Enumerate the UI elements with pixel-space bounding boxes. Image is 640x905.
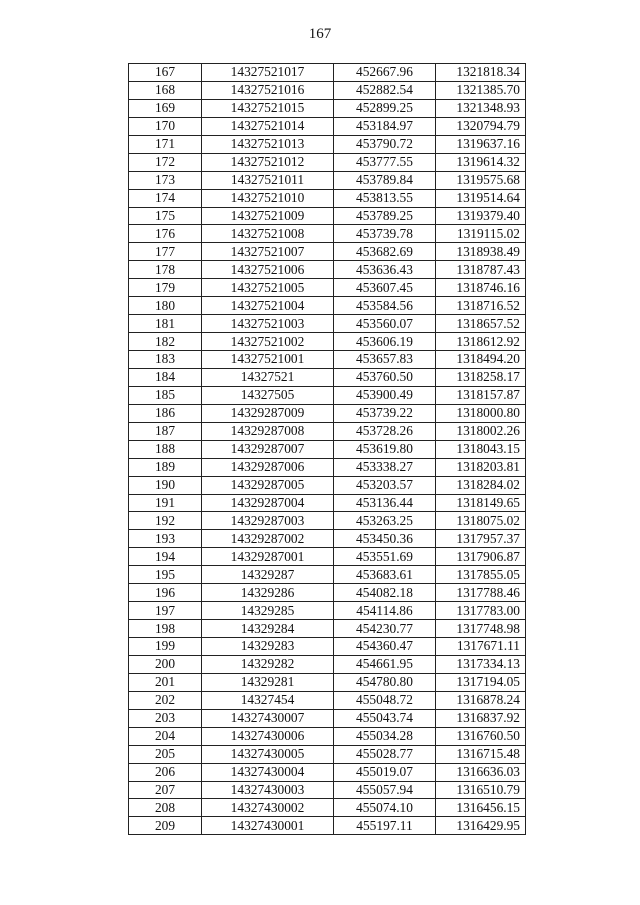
point-id-cell: 14329287006 (202, 458, 334, 476)
point-number-cell: 173 (129, 171, 202, 189)
point-id-cell: 14327430004 (202, 763, 334, 781)
table-row (129, 351, 526, 369)
point-number-cell: 167 (129, 64, 202, 82)
table-row (129, 530, 526, 548)
table-row (129, 638, 526, 656)
y-coordinate-cell: 1316636.03 (436, 763, 526, 781)
y-coordinate-cell: 1319614.32 (436, 153, 526, 171)
point-id-cell: 14327521001 (202, 351, 334, 369)
x-coordinate-cell: 453619.80 (334, 440, 436, 458)
point-number-cell: 209 (129, 817, 202, 835)
y-coordinate-cell: 1319575.68 (436, 171, 526, 189)
point-number-cell: 206 (129, 763, 202, 781)
table-row (129, 315, 526, 333)
point-id-cell: 14327521007 (202, 243, 334, 261)
point-number-cell: 187 (129, 422, 202, 440)
point-number-cell: 176 (129, 225, 202, 243)
point-number-cell: 198 (129, 620, 202, 638)
x-coordinate-cell: 453683.61 (334, 566, 436, 584)
table-row (129, 566, 526, 584)
y-coordinate-cell: 1317783.00 (436, 602, 526, 620)
table-row (129, 512, 526, 530)
table-row (129, 261, 526, 279)
point-id-cell: 14327521012 (202, 153, 334, 171)
point-number-cell: 192 (129, 512, 202, 530)
x-coordinate-cell: 455197.11 (334, 817, 436, 835)
y-coordinate-cell: 1318258.17 (436, 368, 526, 386)
y-coordinate-cell: 1318746.16 (436, 279, 526, 297)
y-coordinate-cell: 1321818.34 (436, 64, 526, 82)
y-coordinate-cell: 1321385.70 (436, 81, 526, 99)
y-coordinate-cell: 1318002.26 (436, 422, 526, 440)
x-coordinate-cell: 453739.22 (334, 404, 436, 422)
point-id-cell: 14329287004 (202, 494, 334, 512)
table-row (129, 279, 526, 297)
point-number-cell: 172 (129, 153, 202, 171)
y-coordinate-cell: 1318938.49 (436, 243, 526, 261)
table-row (129, 440, 526, 458)
x-coordinate-cell: 453606.19 (334, 333, 436, 351)
point-id-cell: 14327521006 (202, 261, 334, 279)
table-row (129, 584, 526, 602)
table-body (129, 64, 526, 835)
table-row (129, 404, 526, 422)
point-id-cell: 14329287 (202, 566, 334, 584)
y-coordinate-cell: 1318203.81 (436, 458, 526, 476)
y-coordinate-cell: 1318075.02 (436, 512, 526, 530)
point-id-cell: 14327521005 (202, 279, 334, 297)
table-row (129, 189, 526, 207)
point-id-cell: 14329285 (202, 602, 334, 620)
x-coordinate-cell: 454360.47 (334, 638, 436, 656)
table-row (129, 620, 526, 638)
x-coordinate-cell: 455074.10 (334, 799, 436, 817)
table-row (129, 81, 526, 99)
table-row (129, 225, 526, 243)
point-id-cell: 14329287008 (202, 422, 334, 440)
x-coordinate-cell: 453584.56 (334, 297, 436, 315)
y-coordinate-cell: 1317855.05 (436, 566, 526, 584)
y-coordinate-cell: 1318657.52 (436, 315, 526, 333)
x-coordinate-cell: 453739.78 (334, 225, 436, 243)
x-coordinate-cell: 453777.55 (334, 153, 436, 171)
point-number-cell: 204 (129, 727, 202, 745)
y-coordinate-cell: 1318494.20 (436, 351, 526, 369)
point-id-cell: 14329283 (202, 638, 334, 656)
table-row (129, 709, 526, 727)
x-coordinate-cell: 453607.45 (334, 279, 436, 297)
x-coordinate-cell: 454661.95 (334, 655, 436, 673)
x-coordinate-cell: 455048.72 (334, 691, 436, 709)
table-row (129, 64, 526, 82)
y-coordinate-cell: 1316878.24 (436, 691, 526, 709)
point-id-cell: 14327521014 (202, 117, 334, 135)
y-coordinate-cell: 1317788.46 (436, 584, 526, 602)
x-coordinate-cell: 453184.97 (334, 117, 436, 135)
table-row (129, 297, 526, 315)
point-id-cell: 14329286 (202, 584, 334, 602)
y-coordinate-cell: 1321348.93 (436, 99, 526, 117)
y-coordinate-cell: 1316837.92 (436, 709, 526, 727)
y-coordinate-cell: 1319115.02 (436, 225, 526, 243)
point-number-cell: 184 (129, 368, 202, 386)
x-coordinate-cell: 455057.94 (334, 781, 436, 799)
x-coordinate-cell: 453728.26 (334, 422, 436, 440)
point-number-cell: 182 (129, 333, 202, 351)
point-number-cell: 171 (129, 135, 202, 153)
point-id-cell: 14327521017 (202, 64, 334, 82)
point-number-cell: 195 (129, 566, 202, 584)
y-coordinate-cell: 1319637.16 (436, 135, 526, 153)
x-coordinate-cell: 453682.69 (334, 243, 436, 261)
point-number-cell: 174 (129, 189, 202, 207)
point-id-cell: 14327430003 (202, 781, 334, 799)
point-id-cell: 14329287009 (202, 404, 334, 422)
point-number-cell: 180 (129, 297, 202, 315)
coordinates-table (128, 63, 526, 835)
point-id-cell: 14327430007 (202, 709, 334, 727)
y-coordinate-cell: 1319379.40 (436, 207, 526, 225)
x-coordinate-cell: 453900.49 (334, 386, 436, 404)
point-id-cell: 14327505 (202, 386, 334, 404)
x-coordinate-cell: 453657.83 (334, 351, 436, 369)
x-coordinate-cell: 452899.25 (334, 99, 436, 117)
x-coordinate-cell: 453790.72 (334, 135, 436, 153)
table-row (129, 171, 526, 189)
point-number-cell: 202 (129, 691, 202, 709)
point-id-cell: 14327521016 (202, 81, 334, 99)
table-row (129, 153, 526, 171)
point-number-cell: 183 (129, 351, 202, 369)
y-coordinate-cell: 1316456.15 (436, 799, 526, 817)
point-number-cell: 177 (129, 243, 202, 261)
point-id-cell: 14327521009 (202, 207, 334, 225)
point-number-cell: 207 (129, 781, 202, 799)
table-row (129, 763, 526, 781)
point-id-cell: 14329287002 (202, 530, 334, 548)
table-row (129, 458, 526, 476)
y-coordinate-cell: 1318149.65 (436, 494, 526, 512)
point-id-cell: 14329281 (202, 673, 334, 691)
point-number-cell: 186 (129, 404, 202, 422)
point-id-cell: 14329287007 (202, 440, 334, 458)
table-row (129, 333, 526, 351)
point-id-cell: 14327521013 (202, 135, 334, 153)
point-number-cell: 189 (129, 458, 202, 476)
table-row (129, 422, 526, 440)
x-coordinate-cell: 453450.36 (334, 530, 436, 548)
point-id-cell: 14329287005 (202, 476, 334, 494)
point-number-cell: 194 (129, 548, 202, 566)
point-id-cell: 14327521002 (202, 333, 334, 351)
y-coordinate-cell: 1316715.48 (436, 745, 526, 763)
y-coordinate-cell: 1320794.79 (436, 117, 526, 135)
y-coordinate-cell: 1316760.50 (436, 727, 526, 745)
x-coordinate-cell: 455043.74 (334, 709, 436, 727)
y-coordinate-cell: 1317906.87 (436, 548, 526, 566)
table-row (129, 99, 526, 117)
point-id-cell: 14327521010 (202, 189, 334, 207)
point-id-cell: 14327430006 (202, 727, 334, 745)
table-row (129, 673, 526, 691)
y-coordinate-cell: 1318787.43 (436, 261, 526, 279)
point-number-cell: 178 (129, 261, 202, 279)
x-coordinate-cell: 455019.07 (334, 763, 436, 781)
x-coordinate-cell: 455034.28 (334, 727, 436, 745)
x-coordinate-cell: 454082.18 (334, 584, 436, 602)
point-number-cell: 170 (129, 117, 202, 135)
point-id-cell: 14327521011 (202, 171, 334, 189)
point-id-cell: 14329282 (202, 655, 334, 673)
x-coordinate-cell: 453760.50 (334, 368, 436, 386)
table-row (129, 207, 526, 225)
x-coordinate-cell: 453789.84 (334, 171, 436, 189)
point-number-cell: 208 (129, 799, 202, 817)
y-coordinate-cell: 1318000.80 (436, 404, 526, 422)
x-coordinate-cell: 452882.54 (334, 81, 436, 99)
y-coordinate-cell: 1317671.11 (436, 638, 526, 656)
point-number-cell: 181 (129, 315, 202, 333)
point-number-cell: 200 (129, 655, 202, 673)
point-id-cell: 14327521004 (202, 297, 334, 315)
table-row (129, 655, 526, 673)
table-row (129, 368, 526, 386)
x-coordinate-cell: 454780.80 (334, 673, 436, 691)
y-coordinate-cell: 1317334.13 (436, 655, 526, 673)
table-row (129, 117, 526, 135)
y-coordinate-cell: 1317748.98 (436, 620, 526, 638)
y-coordinate-cell: 1317957.37 (436, 530, 526, 548)
x-coordinate-cell: 452667.96 (334, 64, 436, 82)
point-number-cell: 179 (129, 279, 202, 297)
x-coordinate-cell: 455028.77 (334, 745, 436, 763)
x-coordinate-cell: 453789.25 (334, 207, 436, 225)
y-coordinate-cell: 1318157.87 (436, 386, 526, 404)
point-id-cell: 14329287001 (202, 548, 334, 566)
x-coordinate-cell: 453560.07 (334, 315, 436, 333)
point-id-cell: 14327430005 (202, 745, 334, 763)
y-coordinate-cell: 1316510.79 (436, 781, 526, 799)
x-coordinate-cell: 454114.86 (334, 602, 436, 620)
table-row (129, 691, 526, 709)
table-row (129, 745, 526, 763)
x-coordinate-cell: 453636.43 (334, 261, 436, 279)
x-coordinate-cell: 453338.27 (334, 458, 436, 476)
table-row (129, 476, 526, 494)
point-number-cell: 201 (129, 673, 202, 691)
point-number-cell: 185 (129, 386, 202, 404)
table-row (129, 386, 526, 404)
y-coordinate-cell: 1318043.15 (436, 440, 526, 458)
x-coordinate-cell: 453136.44 (334, 494, 436, 512)
point-id-cell: 14329284 (202, 620, 334, 638)
y-coordinate-cell: 1316429.95 (436, 817, 526, 835)
point-number-cell: 188 (129, 440, 202, 458)
x-coordinate-cell: 453813.55 (334, 189, 436, 207)
point-id-cell: 14327521003 (202, 315, 334, 333)
point-number-cell: 197 (129, 602, 202, 620)
point-id-cell: 14327430001 (202, 817, 334, 835)
y-coordinate-cell: 1317194.05 (436, 673, 526, 691)
table-row (129, 817, 526, 835)
point-number-cell: 190 (129, 476, 202, 494)
point-number-cell: 191 (129, 494, 202, 512)
page-number: 167 (308, 26, 332, 42)
point-id-cell: 14327521008 (202, 225, 334, 243)
table-row (129, 548, 526, 566)
y-coordinate-cell: 1318612.92 (436, 333, 526, 351)
point-number-cell: 168 (129, 81, 202, 99)
point-number-cell: 205 (129, 745, 202, 763)
table-row (129, 727, 526, 745)
table-row (129, 135, 526, 153)
point-id-cell: 14327521015 (202, 99, 334, 117)
point-number-cell: 199 (129, 638, 202, 656)
table-row (129, 243, 526, 261)
point-number-cell: 196 (129, 584, 202, 602)
table-row (129, 799, 526, 817)
point-id-cell: 14327521 (202, 368, 334, 386)
point-number-cell: 169 (129, 99, 202, 117)
table-row (129, 781, 526, 799)
point-id-cell: 14327454 (202, 691, 334, 709)
table-row (129, 494, 526, 512)
y-coordinate-cell: 1319514.64 (436, 189, 526, 207)
point-number-cell: 203 (129, 709, 202, 727)
table-row (129, 602, 526, 620)
x-coordinate-cell: 453203.57 (334, 476, 436, 494)
point-number-cell: 175 (129, 207, 202, 225)
x-coordinate-cell: 453263.25 (334, 512, 436, 530)
point-id-cell: 14327430002 (202, 799, 334, 817)
point-number-cell: 193 (129, 530, 202, 548)
x-coordinate-cell: 454230.77 (334, 620, 436, 638)
y-coordinate-cell: 1318716.52 (436, 297, 526, 315)
y-coordinate-cell: 1318284.02 (436, 476, 526, 494)
x-coordinate-cell: 453551.69 (334, 548, 436, 566)
point-id-cell: 14329287003 (202, 512, 334, 530)
